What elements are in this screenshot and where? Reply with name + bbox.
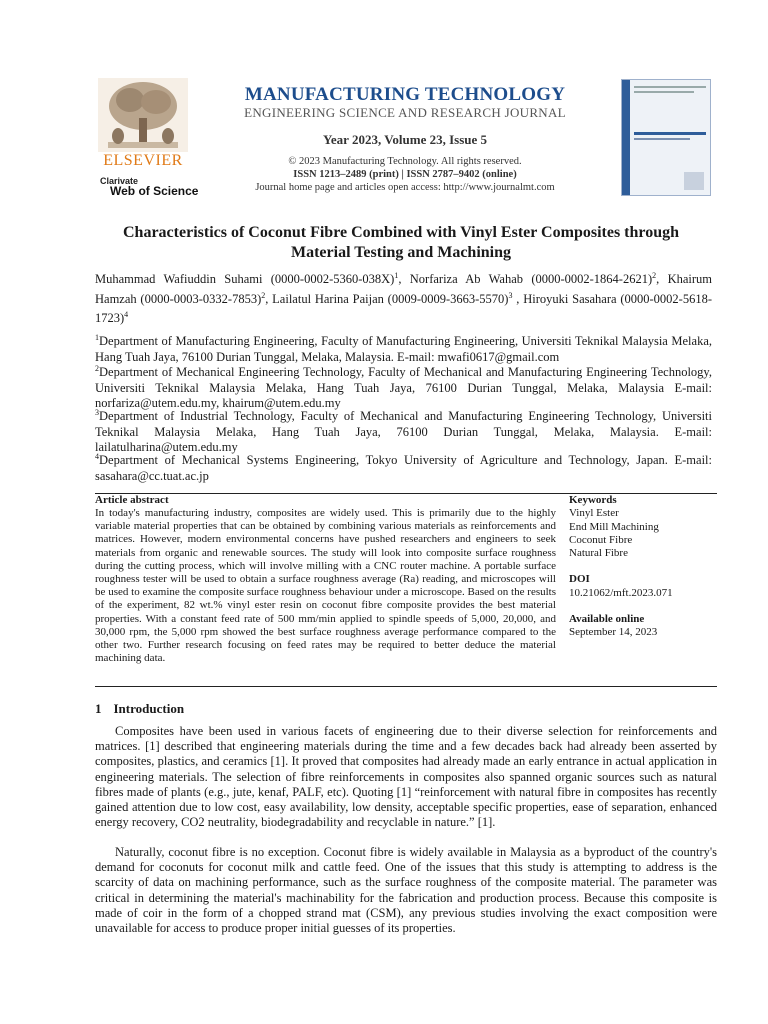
- keyword-item: Vinyl Ester: [569, 507, 619, 520]
- affiliation-number: 1: [95, 333, 99, 342]
- doi-heading: DOI: [569, 573, 590, 586]
- keyword-item: End Mill Machining: [569, 520, 659, 533]
- affiliation-2: [95, 361, 712, 411]
- author-name: , Lailatul Harina Paijan (0009-0009-3663-5570): [265, 291, 509, 306]
- author-name: Muhammad Wafiuddin Suhami (0000-0002-5360-038X): [95, 272, 395, 287]
- doi-link[interactable]: 10.21062/mft.2023.071: [569, 586, 673, 599]
- section-title: Introduction: [113, 701, 185, 716]
- affiliation-text: Department of Industrial Technology, Faculty of Mechanical and Manufacturing Engineering Technology, Universiti Teknikal Malaysia Melaka, Hang Tuah Jaya, 76100 Durian Tunggal, Melaka, Malaysia. E-mail: lailatulharina@utem.edu.my: [95, 409, 712, 454]
- affiliation-marker: 2: [652, 271, 657, 280]
- article-info-sidebar: [569, 494, 719, 640]
- affiliation-text: Department of Mechanical Systems Engineering, Tokyo University of Agriculture and Technology, Japan. E-mail: sasahara@cc.tuat.ac.jp: [95, 453, 712, 483]
- abstract-heading: Article abstract: [95, 494, 169, 506]
- intro-paragraph-2: Naturally, coconut fibre is no exception. Coconut fibre is widely available in Malaysia as a byproduct of the country's demand for coconuts for coconut milk and cattle feed. One of the issues that this study is attempting to address is the scarcity of data on machining performance, such as the surface roughness of the composite material. The parameter was critical in determining the material's machinability for the fabrication and production process. Because this composite is made of coir in the form of a chopped strand mat (CSM), any previous studies involving the exact composition were unavailable for access to produce proper initial guesses of its properties.: [95, 845, 717, 936]
- issn-line: ISSN 1213–2489 (print) | ISSN 2787–9402 (online): [293, 169, 517, 180]
- affiliation-number: 2: [95, 364, 99, 373]
- available-online-date: September 14, 2023: [569, 626, 658, 639]
- clarivate-label: Clarivate: [100, 176, 139, 186]
- author-name: , Norfariza Ab Wahab (0000-0002-1864-2621): [398, 272, 653, 287]
- issue-info: Year 2023, Volume 23, Issue 5: [322, 132, 488, 147]
- web-of-science-label: Web of Science: [110, 184, 199, 198]
- publisher-name: ELSEVIER: [103, 152, 183, 169]
- section-heading-introduction: [95, 701, 184, 717]
- abstract-text: In today's manufacturing industry, composites are widely used. This is primarily due to the highly variable material properties that can be obtained by combining various materials as reinforcements and matrices. However, modern environmental concerns have pushed researchers and engineers to seek materials from organic and renewable sources. The study will look into composite surface roughness during the cutting process, which will involve milling with a CNC router machine. A portable surface roughness tester will be used to obtain a surface roughness average (Ra) reading, and microscopes will be used to examine the composite surface roughness behaviour under a microscope. Based on the results of the experiment, 82 wt.% vinyl ester resin on coconut fibre composite provides the best material properties. With a constant feed rate of 500 mm/min applied to spindle speeds of 5,000, 20,000, and 30,000 rpm, the 5,000 rpm showed the best surface roughness average performance compared to the other two. Further research focusing on feed rates may be required to better deduce the material machining data.: [95, 507, 556, 665]
- affiliation-4: [95, 449, 712, 484]
- affiliation-text: Department of Manufacturing Engineering, Faculty of Manufacturing Engineering, Universiti Teknikal Malaysia Melaka, Hang Tuah Jaya, 76100 Durian Tunggal, Melaka, Malaysia. E-mail: mwafi0617@gmail.com: [95, 334, 712, 364]
- journal-title: MANUFACTURING TECHNOLOGY: [244, 84, 566, 105]
- journal-cover-thumbnail: [621, 79, 711, 196]
- paper-title: Characteristics of Coconut Fibre Combined with Vinyl Ester Composites through Material Testing and Machining: [123, 224, 679, 261]
- keyword-item: Natural Fibre: [569, 547, 628, 560]
- affiliation-number: 4: [95, 452, 99, 461]
- journal-subtitle: ENGINEERING SCIENCE AND RESEARCH JOURNAL: [244, 105, 566, 120]
- affiliation-text: Department of Mechanical Engineering Technology, Faculty of Mechanical and Manufacturing Engineering Technology, Universiti Teknikal Malaysia Melaka, Hang Tuah Jaya, 76100 Durian Tunggal, Melaka, Malaysia E-mail: norfariza@utem.edu.my, khairum@utem.edu.my: [95, 365, 712, 410]
- affiliation-1: [95, 330, 712, 365]
- keyword-item: Coconut Fibre: [569, 533, 633, 546]
- intro-paragraph-1: Composites have been used in various facets of engineering due to their diverse selection for reinforcements and matrices. [1] described that engineering materials during the time and a few decades back had already been asserted by composites, plastics, and ceramics [1]. It proved that composites had already made an early entrance in actual application in engineering materials. The selection of fibre reinforcements in composites also spanned organic sources such as natural fibres made of plants (e.g., jute, kenaf, PALF, etc). Quoting [1] “reinforcement with natural fibre in composites has recently gained attention due to low cost, easy availability, low density, acceptable specific properties, ease of separation, enhanced energy recovery, CO2 neutrality, biodegradability and recyclable in nature.” [1].: [95, 724, 717, 830]
- available-online-heading: Available online: [569, 613, 645, 626]
- section-number: 1: [95, 701, 102, 716]
- copyright-line: © 2023 Manufacturing Technology. All rights reserved.: [288, 156, 522, 167]
- divider: [95, 686, 717, 687]
- author-name: , Khairum Hamzah (0000-0003-0332-7853): [95, 272, 713, 306]
- keywords-heading: Keywords: [569, 494, 617, 506]
- affiliation-marker: 3: [508, 290, 513, 300]
- affiliation-marker: 1: [394, 271, 399, 280]
- author-list: [95, 268, 712, 327]
- author-name: , Hiroyuki Sasahara (0000-0002-5618-1723): [95, 291, 712, 326]
- affiliation-3: [95, 405, 712, 455]
- journal-homepage-link[interactable]: Journal home page and articles open access: http://www.journalmt.com: [255, 182, 555, 193]
- affiliation-number: 3: [95, 408, 99, 417]
- affiliation-marker: 4: [124, 310, 129, 320]
- affiliation-marker: 2: [261, 290, 266, 300]
